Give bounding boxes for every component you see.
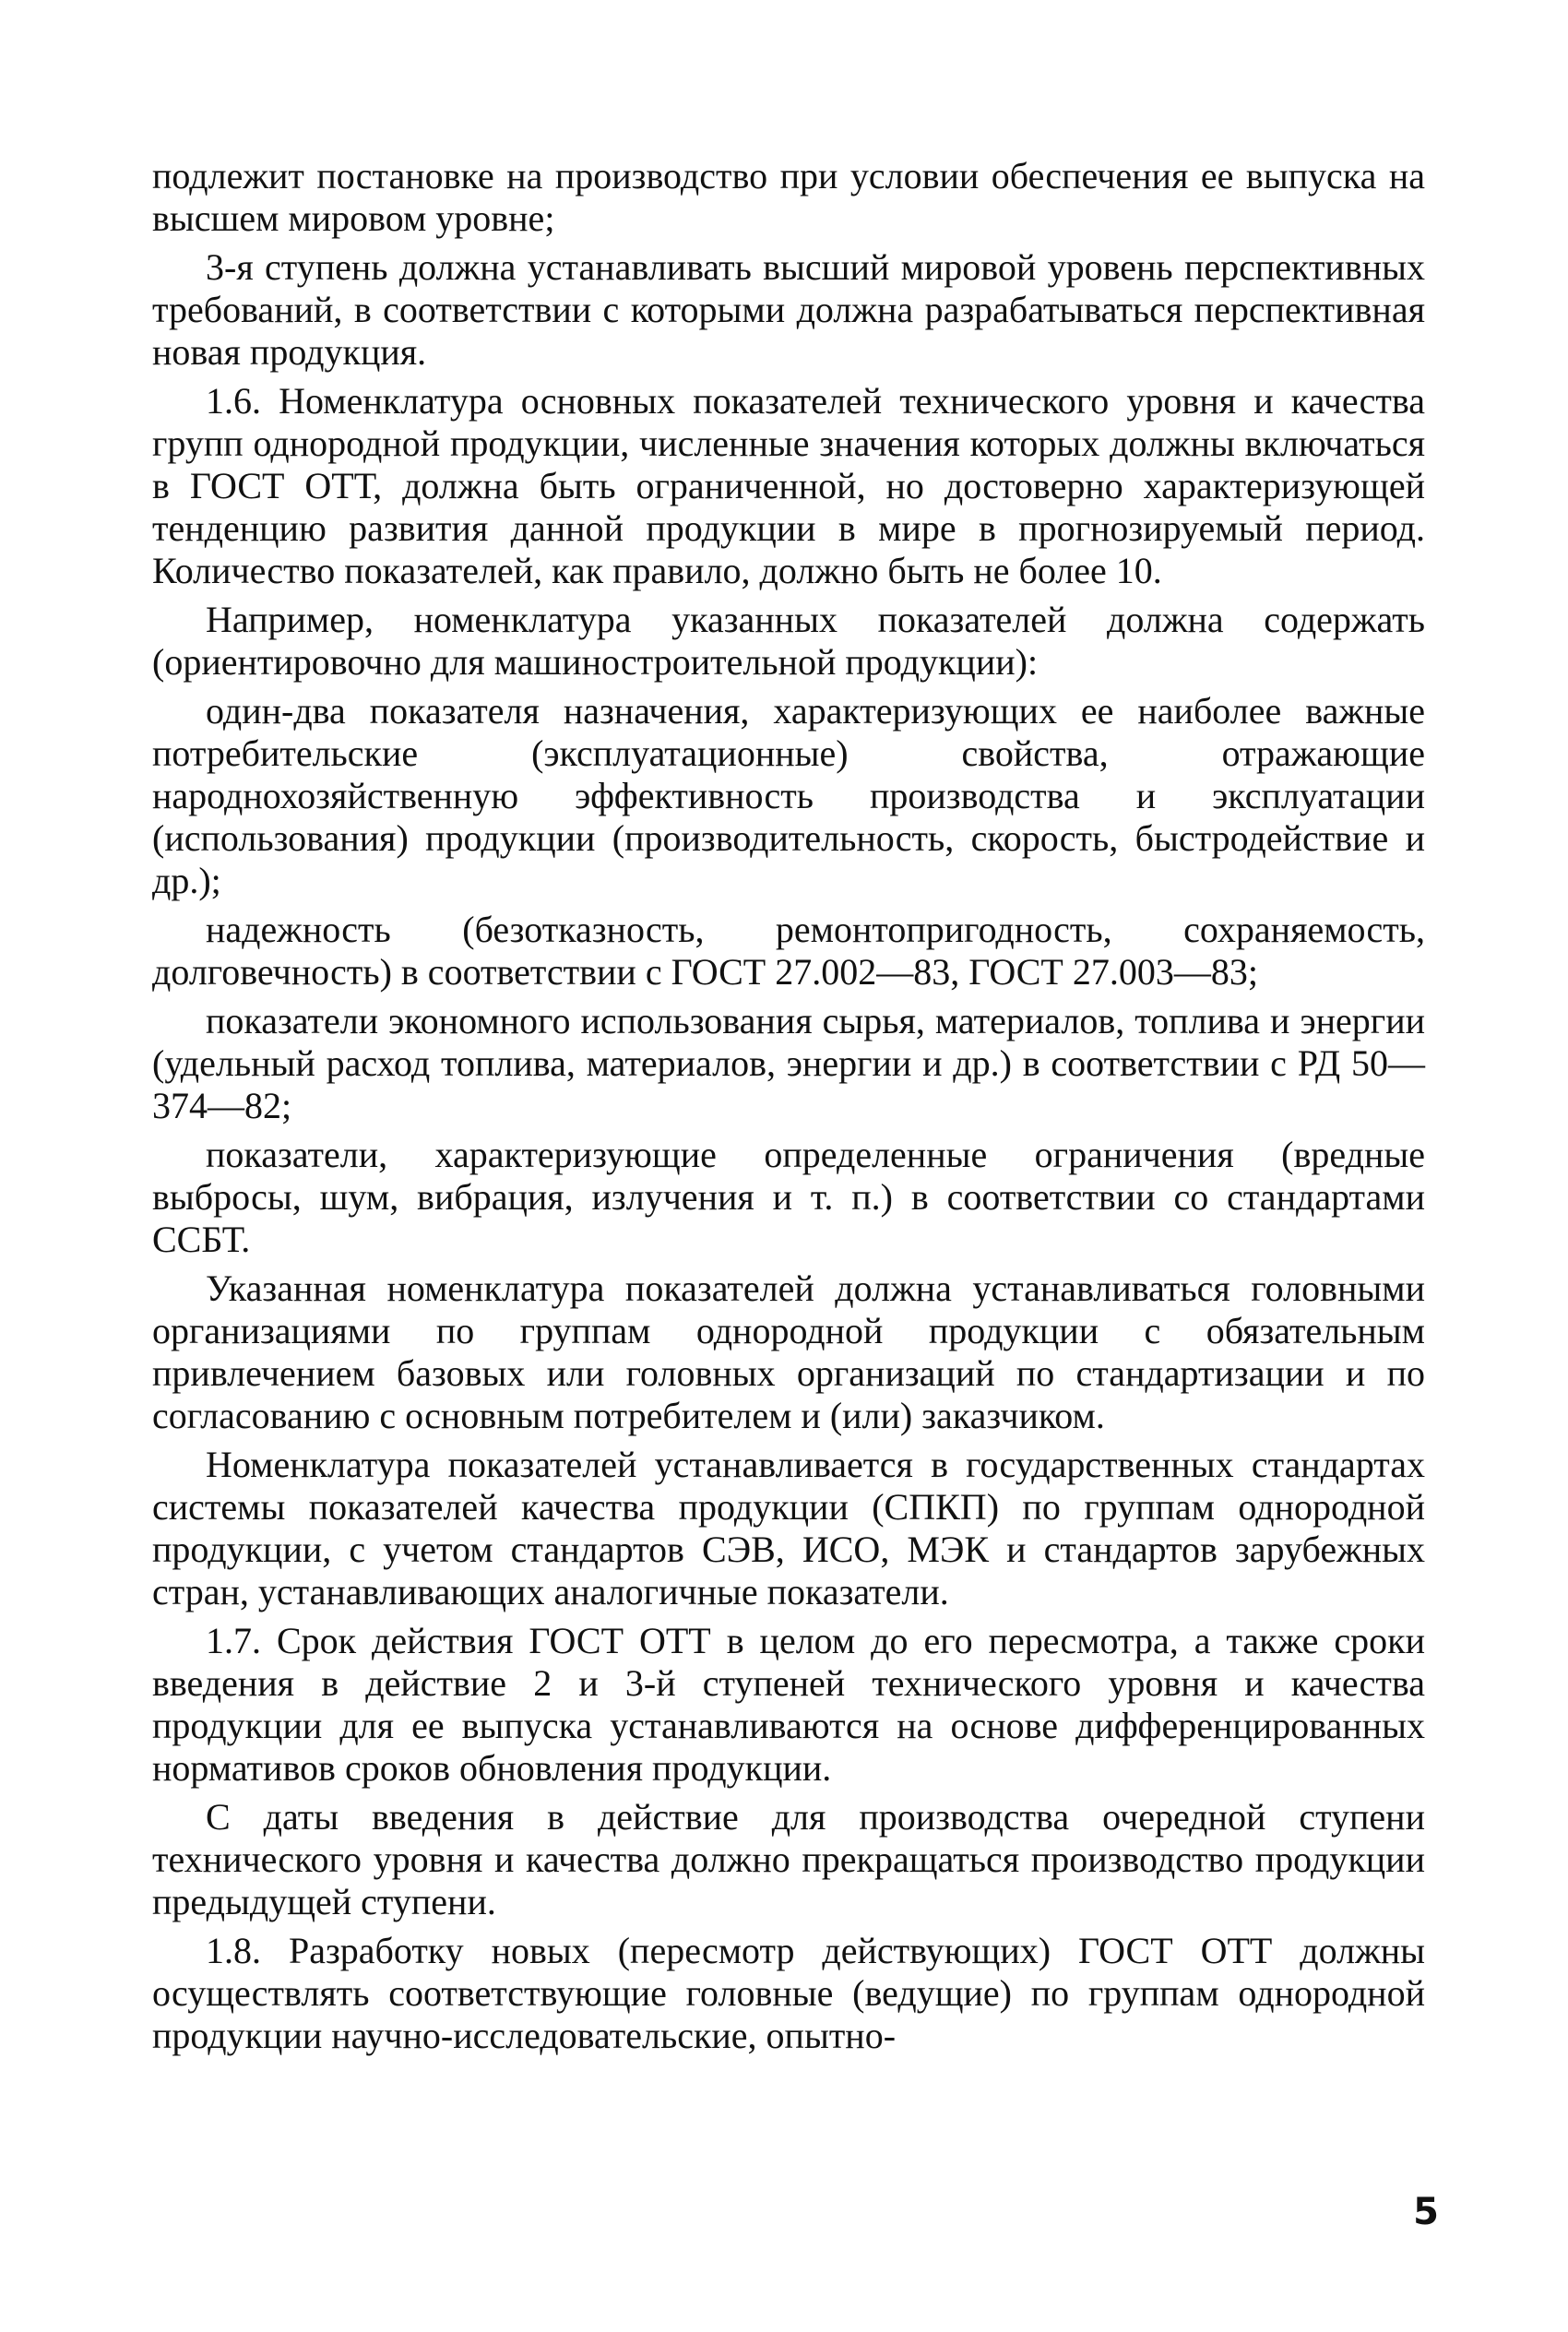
paragraph-1-8: 1.8. Разработку новых (пересмотр действующих) ГОСТ ОТТ должны осуществлять соответствующие головные (ведущие) по группам однородной продукции научно-исследовательские, опытно- — [152, 1930, 1425, 2056]
paragraph-1-6: 1.6. Номенклатура основных показателей технического уровня и качества групп однородной продукции, численные значения которых должны включаться в ГОСТ ОТТ, должна быть ограниченной, но достоверно характеризующей тенденцию развития данной продукции в мире в прогнозируемый период. Количество показателей, как правило, должно быть не более 10. — [152, 380, 1425, 591]
list-item-economy: показатели экономного использования сырья, материалов, топлива и энергии (удельный расход топлива, материалов, энергии и др.) в соответствии с РД 50—374—82; — [152, 1000, 1425, 1126]
document-page — [152, 155, 1425, 2064]
paragraph-nomenclature-establishment: Указанная номенклатура показателей должна устанавливаться головными организациями по группам однородной продукции с обязательным привлечением базовых или головных организаций по стандартизации и по согласованию с основным потребителем и (или) заказчиком. — [152, 1267, 1425, 1436]
paragraph-production-stop: С даты введения в действие для производства очередной ступени технического уровня и качества должно прекращаться производство продукции предыдущей ступени. — [152, 1796, 1425, 1922]
paragraph-1-7: 1.7. Срок действия ГОСТ ОТТ в целом до его пересмотра, а также сроки введения в действие 2 и 3-й ступеней технического уровня и качества продукции для ее выпуска устанавливаются на основе дифференцированных нормативов сроков обновления продукции. — [152, 1620, 1425, 1789]
page-number: 5 — [1413, 2191, 1439, 2233]
paragraph-nomenclature-standards: Номенклатура показателей устанавливается в государственных стандартах системы показателей качества продукции (СПКП) по группам однородной продукции, с учетом стандартов СЭВ, ИСО, МЭК и стандартов зарубежных стран, устанавливающих аналогичные показатели. — [152, 1444, 1425, 1612]
list-item-reliability: надежность (безотказность, ремонтопригодность, сохраняемость, долговечность) в соответствии с ГОСТ 27.002—83, ГОСТ 27.003—83; — [152, 909, 1425, 993]
list-item-restrictions: показатели, характеризующие определенные ограничения (вредные выбросы, шум, вибрация, излучения и т. п.) в соответствии со стандартами ССБТ. — [152, 1134, 1425, 1260]
list-item-purpose-indicators: один-два показателя назначения, характеризующих ее наиболее важные потребительские (эксплуатационные) свойства, отражающие народнохозяйственную эффективность производства и эксплуатации (использования) продукции (производительность, скорость, быстродействие и др.); — [152, 690, 1425, 901]
paragraph-stage-3: 3-я ступень должна устанавливать высший мировой уровень перспективных требований, в соответствии с которыми должна разрабатываться перспективная новая продукция. — [152, 246, 1425, 373]
paragraph-continuation: подлежит постановке на производство при условии обеспечения ее выпуска на высшем мировом уровне; — [152, 155, 1425, 239]
paragraph-example: Например, номенклатура указанных показателей должна содержать (ориентировочно для машиностроительной продукции): — [152, 599, 1425, 683]
